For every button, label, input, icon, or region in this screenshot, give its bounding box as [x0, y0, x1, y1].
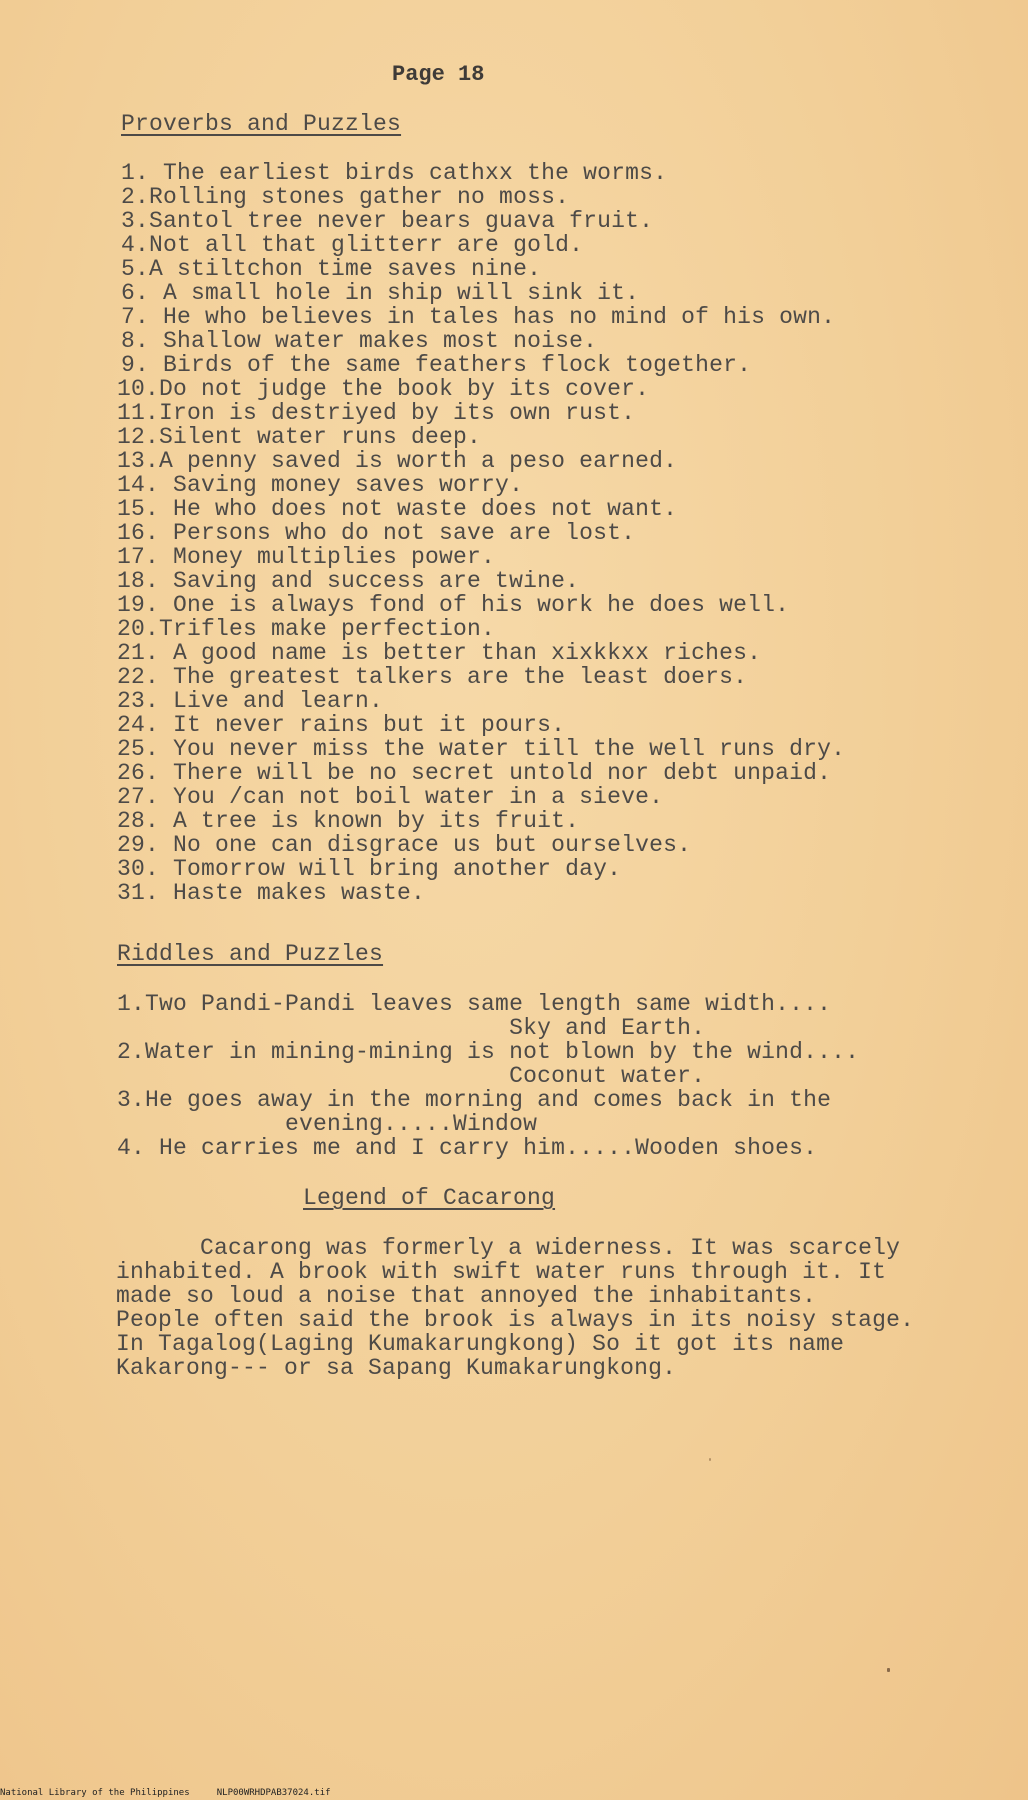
archive-footer: National Library of the Philippines NLP00WRHDPAB37024.tif	[0, 1788, 331, 1798]
proverb-line: 23. Live and learn.	[117, 688, 384, 714]
proverb-line: 15. He who does not waste does not want.	[117, 496, 678, 522]
proverbs-heading: Proverbs and Puzzles	[121, 111, 402, 137]
riddle-line: evening.....Window	[117, 1111, 538, 1137]
riddle-answer-line: Sky and Earth.	[117, 1015, 706, 1041]
proverb-line: 2.Rolling stones gather no moss.	[121, 184, 570, 210]
proverb-line: 30. Tomorrow will bring another day.	[117, 856, 622, 882]
proverb-line: 5.A stiltchon time saves nine.	[121, 256, 542, 282]
proverb-line: 28. A tree is known by its fruit.	[117, 808, 580, 834]
proverb-line: 22. The greatest talkers are the least doers.	[117, 664, 748, 690]
proverb-line: 10.Do not judge the book by its cover.	[117, 376, 650, 402]
proverb-line: 9. Birds of the same feathers flock together.	[121, 352, 752, 378]
riddle-answer-line: Coconut water.	[117, 1063, 706, 1089]
proverb-line: 6. A small hole in ship will sink it.	[121, 280, 640, 306]
riddle-line: 2.Water in mining-mining is not blown by the wind....	[117, 1039, 860, 1065]
proverb-line: 8. Shallow water makes most noise.	[121, 328, 598, 354]
riddle-line: 3.He goes away in the morning and comes back in the	[117, 1087, 832, 1113]
legend-line: In Tagalog(Laging Kumakarungkong) So it got its name	[116, 1331, 845, 1357]
proverb-line: 7. He who believes in tales has no mind of his own.	[121, 304, 836, 330]
proverb-line: 19. One is always fond of his work he does well.	[117, 592, 790, 618]
legend-line: People often said the brook is always in its noisy stage.	[116, 1307, 915, 1333]
proverb-line: 16. Persons who do not save are lost.	[117, 520, 636, 546]
proverb-line: 26. There will be no secret untold nor debt unpaid.	[117, 760, 832, 786]
legend-line: made so loud a noise that annoyed the inhabitants.	[116, 1283, 817, 1309]
proverb-line: 31. Haste makes waste.	[117, 880, 426, 906]
proverb-line: 29. No one can disgrace us but ourselves.	[117, 832, 692, 858]
proverb-line: 25. You never miss the water till the well runs dry.	[117, 736, 846, 762]
proverb-line: 11.Iron is destriyed by its own rust.	[117, 400, 636, 426]
riddle-line: 4. He carries me and I carry him.....Wooden shoes.	[117, 1135, 818, 1161]
proverb-line: 24. It never rains but it pours.	[117, 712, 566, 738]
riddles-heading: Riddles and Puzzles	[117, 941, 384, 967]
legend-line: Kakarong--- or sa Sapang Kumakarungkong.	[116, 1355, 677, 1381]
proverb-line: 27. You /can not boil water in a sieve.	[117, 784, 664, 810]
proverb-line: 21. A good name is better than xixkkxx riches.	[117, 640, 762, 666]
proverb-line: 20.Trifles make perfection.	[117, 616, 496, 642]
proverb-line: 13.A penny saved is worth a peso earned.	[117, 448, 678, 474]
paper-speck	[709, 1458, 711, 1461]
proverb-line: 3.Santol tree never bears guava fruit.	[121, 208, 654, 234]
page-number: Page 18	[392, 62, 485, 87]
proverb-line: 4.Not all that glitterr are gold.	[121, 232, 584, 258]
proverb-line: 14. Saving money saves worry.	[117, 472, 524, 498]
riddle-line: 1.Two Pandi-Pandi leaves same length same width....	[117, 991, 832, 1017]
legend-heading: Legend of Cacarong	[303, 1185, 556, 1211]
proverb-line: 18. Saving and success are twine.	[117, 568, 580, 594]
proverb-line: 12.Silent water runs deep.	[117, 424, 482, 450]
paper-speck	[887, 1668, 890, 1672]
proverb-line: 1. The earliest birds cathxx the worms.	[121, 160, 668, 186]
proverb-line: 17. Money multiplies power.	[117, 544, 496, 570]
legend-line: Cacarong was formerly a widerness. It was scarcely	[116, 1235, 901, 1261]
legend-line: inhabited. A brook with swift water runs through it. It	[116, 1259, 887, 1285]
